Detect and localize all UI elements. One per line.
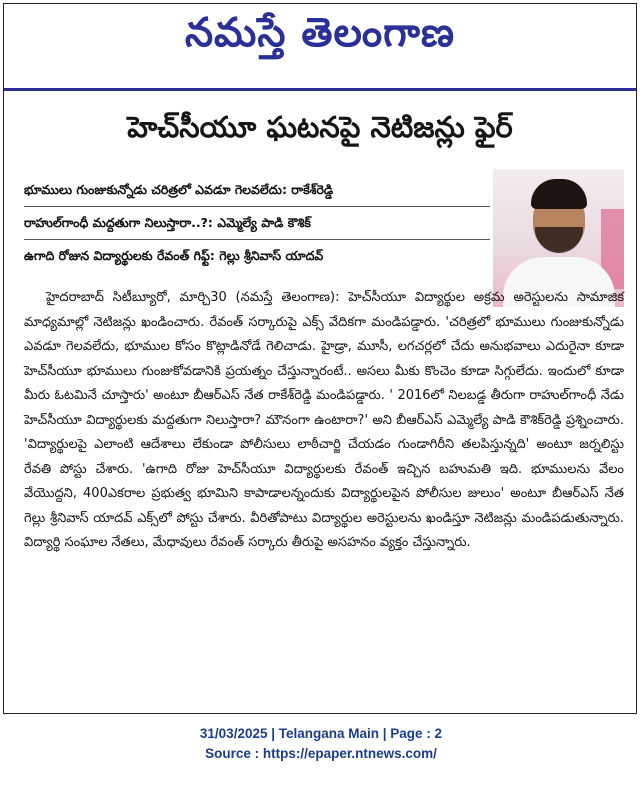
footer-date-edition: 31/03/2025 | Telangana Main | Page : 2 bbox=[199, 726, 443, 741]
subheads-list bbox=[24, 174, 490, 272]
article-headline: హెచ్‌సీయూ ఘటనపై నెటిజన్లు ఫైర్ bbox=[127, 110, 513, 144]
subhead-item: భూములు గుంజుకున్నోడు చరిత్రలో ఎవడూ గెలవలేదు: రాకేశ్‌రెడ్డి bbox=[24, 174, 490, 207]
photo-beard bbox=[535, 227, 583, 253]
subhead-item: రాహుల్‌గాంధీ మద్దతుగా నిలుస్తారా..?: ఎమ్మెల్యే పాడి కౌశిక్ bbox=[24, 207, 490, 240]
masthead-title: నమస్తే తెలంగాణ bbox=[184, 10, 456, 56]
article-body bbox=[24, 286, 624, 556]
page-footer bbox=[0, 724, 642, 764]
footer-source-link[interactable]: Source : https://epaper.ntnews.com/ bbox=[205, 746, 437, 761]
subhead-item: ఉగాది రోజున విద్యార్థులకు రేవంత్ గిఫ్ట్: గెల్లు శ్రీనివాస్ యాదవ్ bbox=[24, 248, 324, 263]
article-frame bbox=[3, 3, 637, 714]
article-body-paragraph: హైదరాబాద్ సిటీబ్యూరో, మార్చి30 (నమస్తే తెలంగాణ): హెచ్‌సీయూ విద్యార్థుల అక్రమ అరెస్టులను సామాజిక మాధ్యమాల్లో నెటిజన్లు ఖండించారు. రేవంత్ సర్కారుపై ఎక్స్ వేదికగా మండిపడ్డారు. 'చరిత్రలో భూములు గుంజుకున్నోడు ఎవడూ గెలవలేదు, భూముల కోసం కొట్లాడినోడే గెలిచాడు. హైడ్రా, మూసీ, లగచర్లలో చేదు అనుభవాలు ఎదురైనా కూడా హెచ్‌సీయూ భూములు గుంజుకోవడానికి ప్రయత్నం చేస్తున్నారంటే.. అసలు మీకు కొంచెం కూడా సిగ్గులేదు. ఇందులో కూడా మీరు ఓటమినే చూస్తారు' అంటూ బీఆర్‌ఎస్ నేత రాకేశ్‌రెడ్డి మండిపడ్డారు. ' 2016లో నిలబడ్డ తీరుగా రాహుల్‌గాంధీ నేడు హెచ్‌సీయూ విద్యార్థులకు మద్దతుగా నిలుస్తారా? మౌనంగా ఉంటారా?' అని బీఆర్‌ఎస్ ఎమ్మెల్యే పాడి కౌశిక్‌రెడ్డి ప్రశ్నించారు. 'విద్యార్థులపై ఎలాంటి ఆదేశాలు లేకుండా పోలీసులు లాఠీచార్జి చేయడం గుండాగిరీని తలపిస్తున్నది' అంటూ జర్నలిస్టు రేవతి పోస్టు చేశారు. 'ఉగాది రోజు హెచ్‌సీయూ విద్యార్థులకు రేవంత్ ఇచ్చిన బహుమతి ఇది. భూములను వేలం వేయొద్దని, 400ఎకరాల ప్రభుత్వ భూమిని కాపాడాలన్నందుకు విద్యార్థులపైన పోలీసుల జులుం' అంటూ బీఆర్‌ఎస్ నేత గెల్లు శ్రీనివాస్ యాదవ్ ఎక్స్‌లో పోస్టు చేశారు. వీరితోపాటు విద్యార్థుల అరెస్టులను ఖండిస్తూ నెటిజన్లు మండిపడుతున్నారు. విద్యార్థి సంఘాల నేతలు, మేధావులు రేవంత్ సర్కారు తీరుపై అసహనం వ్యక్తం చేస్తున్నారు. bbox=[24, 290, 624, 550]
masthead-divider bbox=[4, 88, 636, 91]
photo-hair bbox=[531, 179, 587, 209]
